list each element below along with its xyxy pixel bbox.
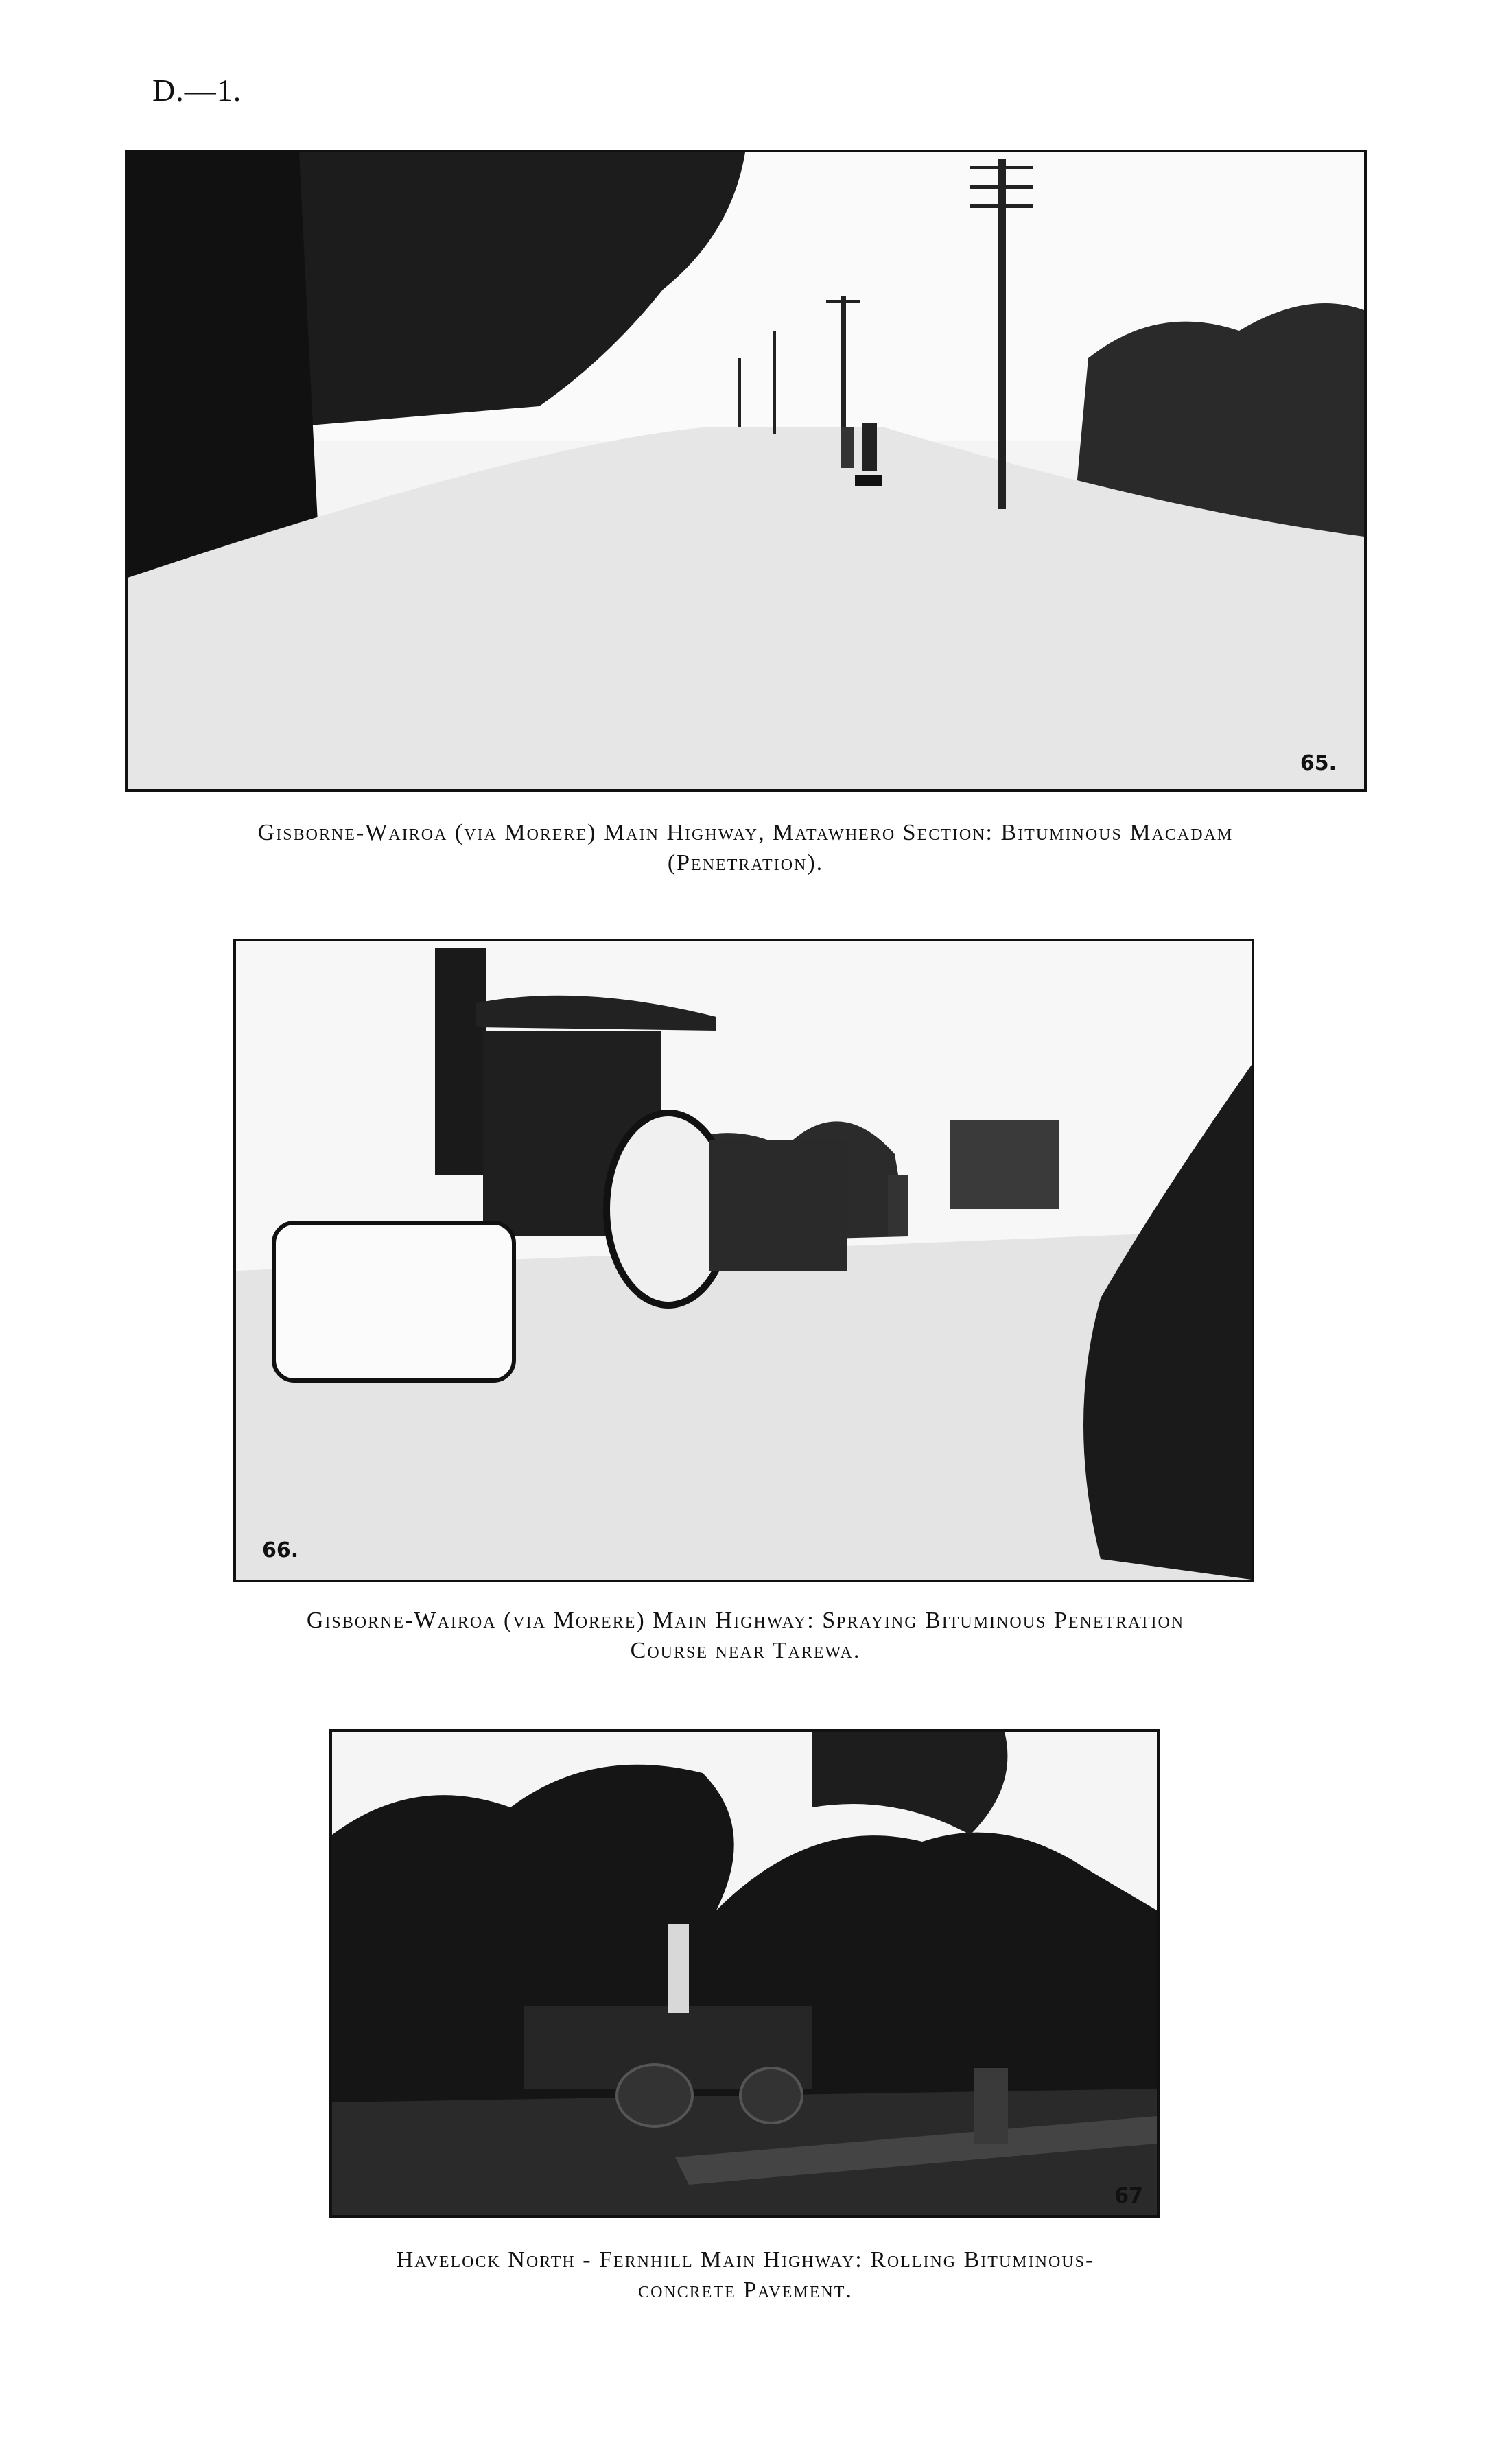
photo-caption: [82, 818, 1409, 878]
caption-line: (Penetration).: [667, 850, 824, 876]
photo-road-telegraph-poles: [125, 150, 1367, 792]
photo-67-illustration: [332, 1732, 1157, 2215]
caption-line: concrete Pavement.: [638, 2277, 853, 2303]
photo-caption: [82, 1606, 1409, 1666]
photo-number: 66.: [262, 1538, 299, 1562]
page-reference: D.—1.: [152, 73, 242, 108]
caption-line: Gisborne-Wairoa (via Morere) Main Highway: Spraying Bituminous Penetration: [306, 1608, 1185, 1633]
photo-65-illustration: [128, 152, 1364, 789]
photo-steam-roller: [233, 939, 1254, 1582]
photo-number: 67: [1114, 2184, 1143, 2208]
photo-rolling-pavement: [329, 1729, 1160, 2218]
caption-line: Gisborne-Wairoa (via Morere) Main Highway, Matawhero Section: Bituminous Macadam: [257, 820, 1234, 845]
caption-line: Havelock North - Fernhill Main Highway: Rolling Bituminous-: [396, 2247, 1095, 2273]
caption-line: Course near Tarewa.: [630, 1638, 861, 1663]
photo-66-illustration: [236, 941, 1252, 1580]
photo-caption: [82, 2245, 1409, 2305]
photo-number: 65.: [1300, 751, 1337, 775]
